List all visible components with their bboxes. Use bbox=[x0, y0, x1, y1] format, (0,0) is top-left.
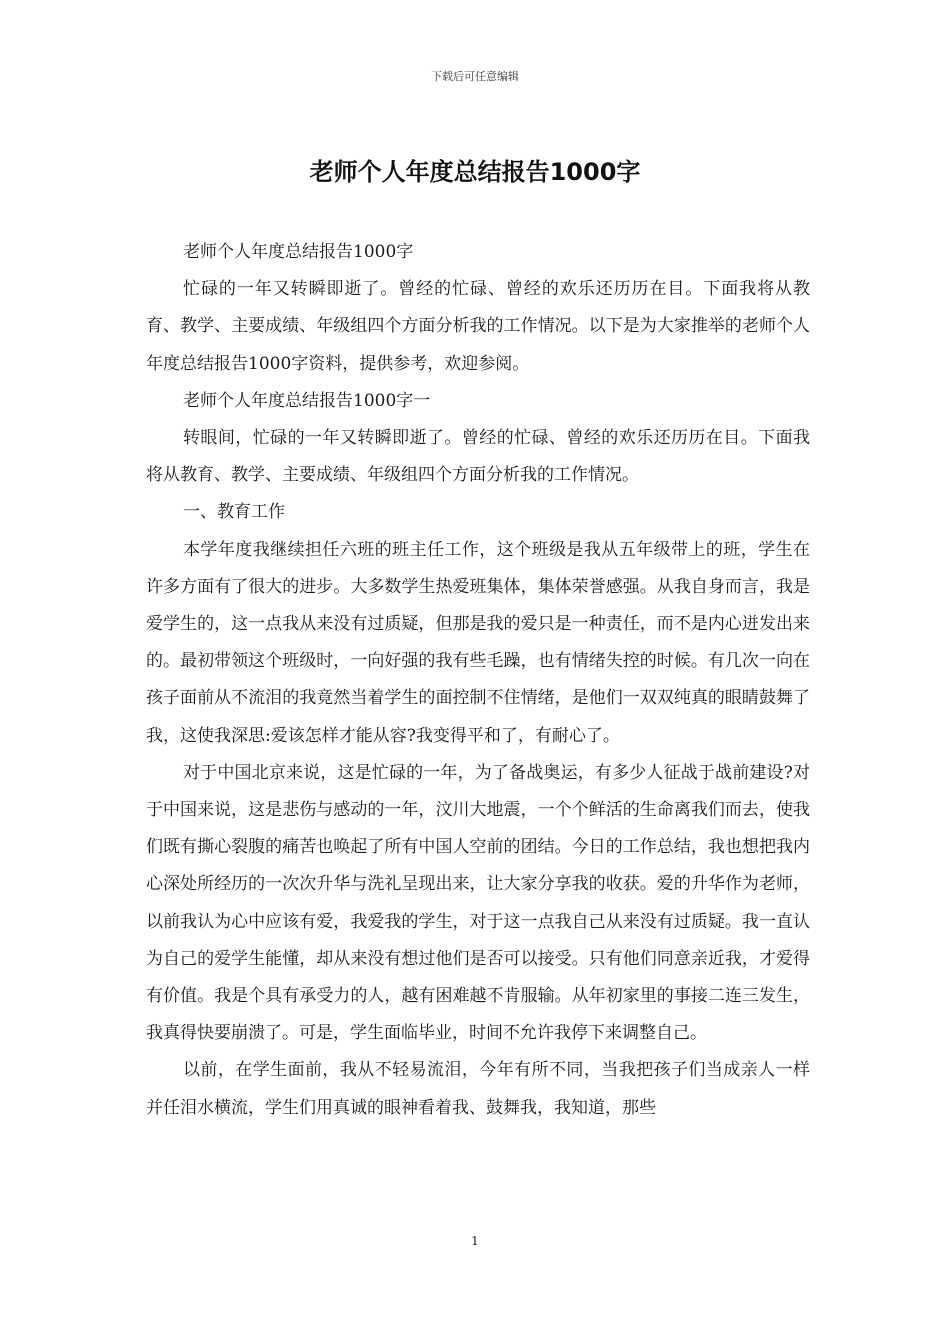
paragraph: 老师个人年度总结报告1000字一 bbox=[183, 390, 431, 411]
document-title: 老师个人年度总结报告1000字 bbox=[309, 158, 641, 186]
header-note: 下载后可任意编辑 bbox=[431, 70, 519, 83]
section-heading: 一、教育工作 bbox=[183, 502, 285, 523]
paragraph: 对于中国北京来说，这是忙碌的一年，为了备战奥运，有多少人征战于战前建设?对于中国来说，这是悲伤与感动的一年，汶川大地震，一个个鲜活的生命离我们而去，使我们既有撕心裂腹的痛苦也唤起了所有中国人空前的团结。今日的工作总结，我也想把我内心深处所经历的一次次升华与洗礼呈现出来，让大家分享我的收获。爱的升华作为老师，以前我认为心中应该有爱，我爱我的学生，对于这一点我自己从来没有过质疑。我一直认为自己的爱学生能懂，却从来没有想过他们是否可以接受。只有他们同意亲近我，才爱得有价值。我是个具有承受力的人，越有困难越不肯服输。从年初家里的事接二连三发生，我真得快要崩溃了。可是，学生面临毕业，时间不允许我停下来调整自己。 bbox=[146, 762, 810, 1044]
paragraph: 转眼间，忙碌的一年又转瞬即逝了。曾经的忙碌、曾经的欢乐还历历在目。下面我将从教育、教学、主要成绩、年级组四个方面分析我的工作情况。 bbox=[146, 428, 810, 486]
paragraph: 老师个人年度总结报告1000字 bbox=[183, 242, 414, 262]
paragraph: 本学年度我继续担任六班的班主任工作，这个班级是我从五年级带上的班，学生在许多方面有了很大的进步。大多数学生热爱班集体，集体荣誉感强。从我自身而言，我是爱学生的，这一点我从来没有过质疑，但那是我的爱只是一种责任，而不是内心迸发出来的。最初带领这个班级时，一向好强的我有些毛躁，也有情绪失控的时候。有几次一向在孩子面前从不流泪的我竟然当着学生的面控制不住情绪，是他们一双双纯真的眼睛鼓舞了我，这使我深思:爱该怎样才能从容?我变得平和了，有耐心了。 bbox=[146, 539, 810, 746]
page-number: 1 bbox=[471, 1234, 479, 1248]
document-body bbox=[146, 234, 810, 1127]
paragraph: 忙碌的一年又转瞬即逝了。曾经的忙碌、曾经的欢乐还历历在目。下面我将从教育、教学、主要成绩、年级组四个方面分析我的工作情况。以下是为大家推举的老师个人年度总结报告1000字资料，提供参考，欢迎参阅。 bbox=[146, 279, 810, 374]
paragraph: 以前，在学生面前，我从不轻易流泪，今年有所不同，当我把孩子们当成亲人一样并任泪水横流，学生们用真诚的眼神看着我、鼓舞我，我知道，那些 bbox=[146, 1060, 810, 1118]
